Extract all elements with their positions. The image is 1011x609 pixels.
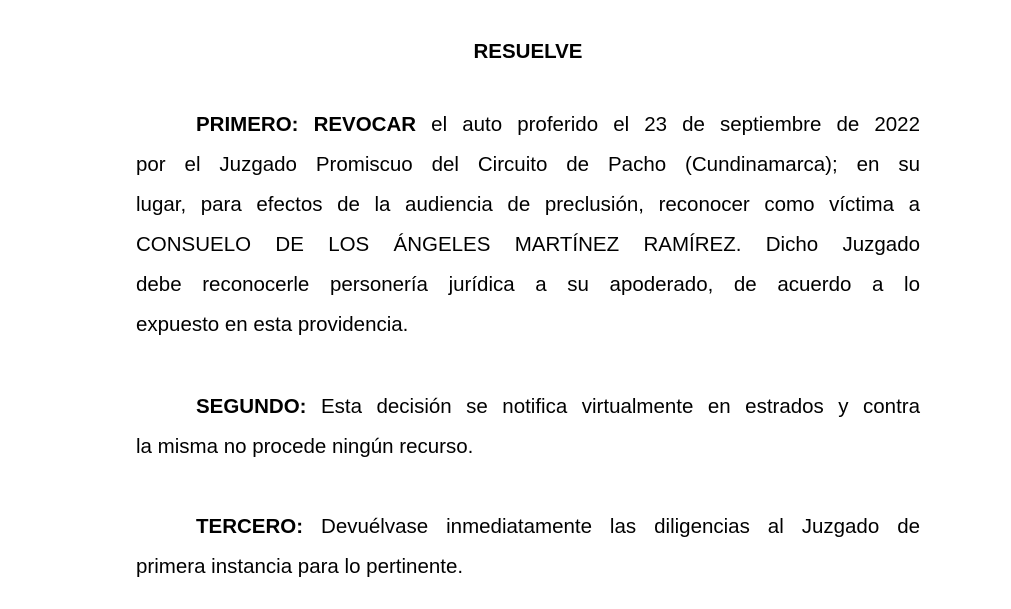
paragraph-line: primera instancia para lo pertinente.: [136, 555, 464, 578]
paragraph-line: [136, 507, 920, 547]
paragraph-line: [136, 105, 920, 145]
paragraph-line: CONSUELO DE LOS ÁNGELES MARTÍNEZ RAMÍREZ. Dicho Juzgado: [136, 233, 920, 256]
paragraph-line: [136, 387, 920, 427]
paragraph-label: TERCERO:: [196, 515, 304, 538]
paragraph-label: PRIMERO: REVOCAR: [196, 113, 417, 136]
line-text: Esta decisión se notifica virtualmente en estrados y contra: [306, 395, 920, 418]
paragraph-label: SEGUNDO:: [196, 395, 307, 418]
paragraph-tercero: [136, 507, 920, 587]
paragraph-line: la misma no procede ningún recurso.: [136, 435, 474, 458]
paragraph-segundo: [136, 387, 920, 467]
paragraph-primero: [136, 105, 920, 345]
section-title: RESUELVE: [473, 40, 583, 63]
paragraph-line: lugar, para efectos de la audiencia de preclusión, reconocer como víctima a: [136, 193, 920, 216]
line-text: el auto proferido el 23 de septiembre de 2022: [416, 113, 920, 136]
paragraph-line: expuesto en esta providencia.: [136, 313, 409, 336]
paragraph-line: por el Juzgado Promiscuo del Circuito de Pacho (Cundinamarca); en su: [136, 153, 920, 176]
paragraph-line: debe reconocerle personería jurídica a su apoderado, de acuerdo a lo: [136, 273, 920, 296]
line-text: Devuélvase inmediatamente las diligencias al Juzgado de: [303, 515, 920, 538]
